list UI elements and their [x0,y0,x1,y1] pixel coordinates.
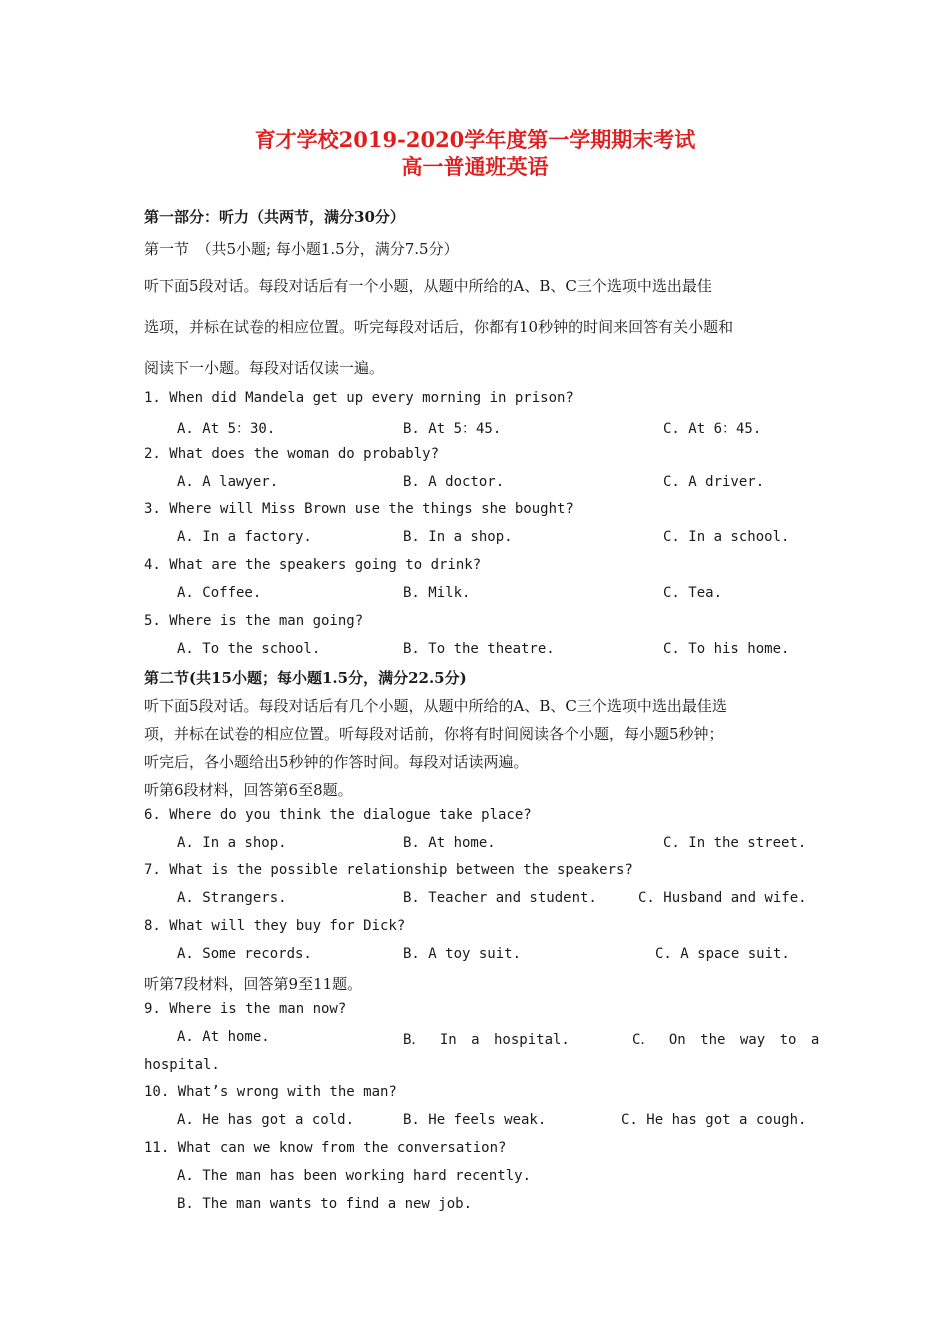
option-a: A. He has got a cold. [177,1112,355,1128]
option-c: C． On the way to a [632,1032,820,1048]
question-stem: 8. What will they buy for Dick? [144,918,406,934]
option-a: A. The man has been working hard recently. [177,1168,532,1184]
option-b: B. Milk. [403,585,471,601]
section2-instructions-line2: 项，并标在试卷的相应位置。听每段对话前，你将有时间阅读各个小题，每小题5秒钟； [144,725,724,743]
option-b: B. A toy suit. [403,946,522,962]
material-6-heading: 听第6段材料，回答第6至8题。 [144,781,353,799]
option-c: C. In a school. [663,529,790,545]
option-b: B． In a hospital. [403,1032,570,1048]
option-c: C. In the street. [663,835,807,851]
section1-instructions-line1: 听下面5段对话。每段对话后有一个小题，从题中所给的A、B、C三个选项中选出最佳 [144,277,712,295]
option-c: C. He has got a cough. [621,1112,807,1128]
option-c: C. At 6：45. [663,421,762,437]
question-stem: 1. When did Mandela get up every morning in prison? [144,390,574,406]
option-b: B. A doctor. [403,474,505,490]
question-stem: 5. Where is the man going? [144,613,364,629]
question-stem: 11. What can we know from the conversation? [144,1140,507,1156]
section2-instructions-line3: 听完后，各小题给出5秒钟的作答时间。每段对话读两遍。 [144,753,529,771]
exam-title: 育才学校2019-2020学年度第一学期期末考试 [254,127,696,152]
exam-subtitle: 高一普通班英语 [401,154,549,179]
section1-instructions-line3: 阅读下一小题。每段对话仅读一遍。 [144,359,385,377]
section2-heading: 第二节(共15小题；每小题1.5分，满分22.5分) [144,669,467,687]
section1-instructions-line2: 选项，并标在试卷的相应位置。听完每段对话后，你都有10秒钟的时间来回答有关小题和 [144,318,734,336]
option-b: B. The man wants to find a new job. [177,1196,473,1212]
question-stem: 2. What does the woman do probably? [144,446,440,462]
question-stem: 6. Where do you think the dialogue take place? [144,807,532,823]
question-stem: 9. Where is the man now? [144,1001,347,1017]
option-a: A. A lawyer. [177,474,279,490]
option-a: A. In a shop. [177,835,287,851]
option-b: B. He feels weak. [403,1112,547,1128]
option-a: A. At 5：30. [177,421,276,437]
section1-heading: 第一节 （共5小题; 每小题1.5分，满分7.5分） [144,240,459,258]
option-a: A. Some records. [177,946,312,962]
question-stem: 4. What are the speakers going to drink? [144,557,482,573]
part1-heading: 第一部分：听力（共两节，满分30分） [144,208,405,226]
option-a: A. Coffee. [177,585,262,601]
option-a: A. Strangers. [177,890,287,906]
option-b: B. In a shop. [403,529,513,545]
option-a: A. In a factory. [177,529,312,545]
option-b: B. Teacher and student. [403,890,597,906]
section2-instructions-line1: 听下面5段对话。每段对话后有几个小题，从题中所给的A、B、C三个选项中选出最佳选 [144,697,727,715]
question-stem: 3. Where will Miss Brown use the things she bought? [144,501,574,517]
option-c: C. To his home. [663,641,790,657]
option-c: C. A space suit. [655,946,790,962]
question-stem: 7. What is the possible relationship between the speakers? [144,862,633,878]
option-b: B. At 5：45. [403,421,502,437]
material-7-heading: 听第7段材料，回答第9至11题。 [144,975,363,993]
option-b: B. To the theatre. [403,641,555,657]
option-a: A. At home. [177,1029,270,1045]
option-c-continued: hospital. [144,1057,220,1073]
option-c: C. A driver. [663,474,765,490]
option-c: C. Tea. [663,585,723,601]
question-stem: 10. What’s wrong with the man? [144,1084,397,1100]
option-b: B. At home. [403,835,496,851]
option-a: A. To the school. [177,641,321,657]
option-c: C. Husband and wife. [638,890,807,906]
